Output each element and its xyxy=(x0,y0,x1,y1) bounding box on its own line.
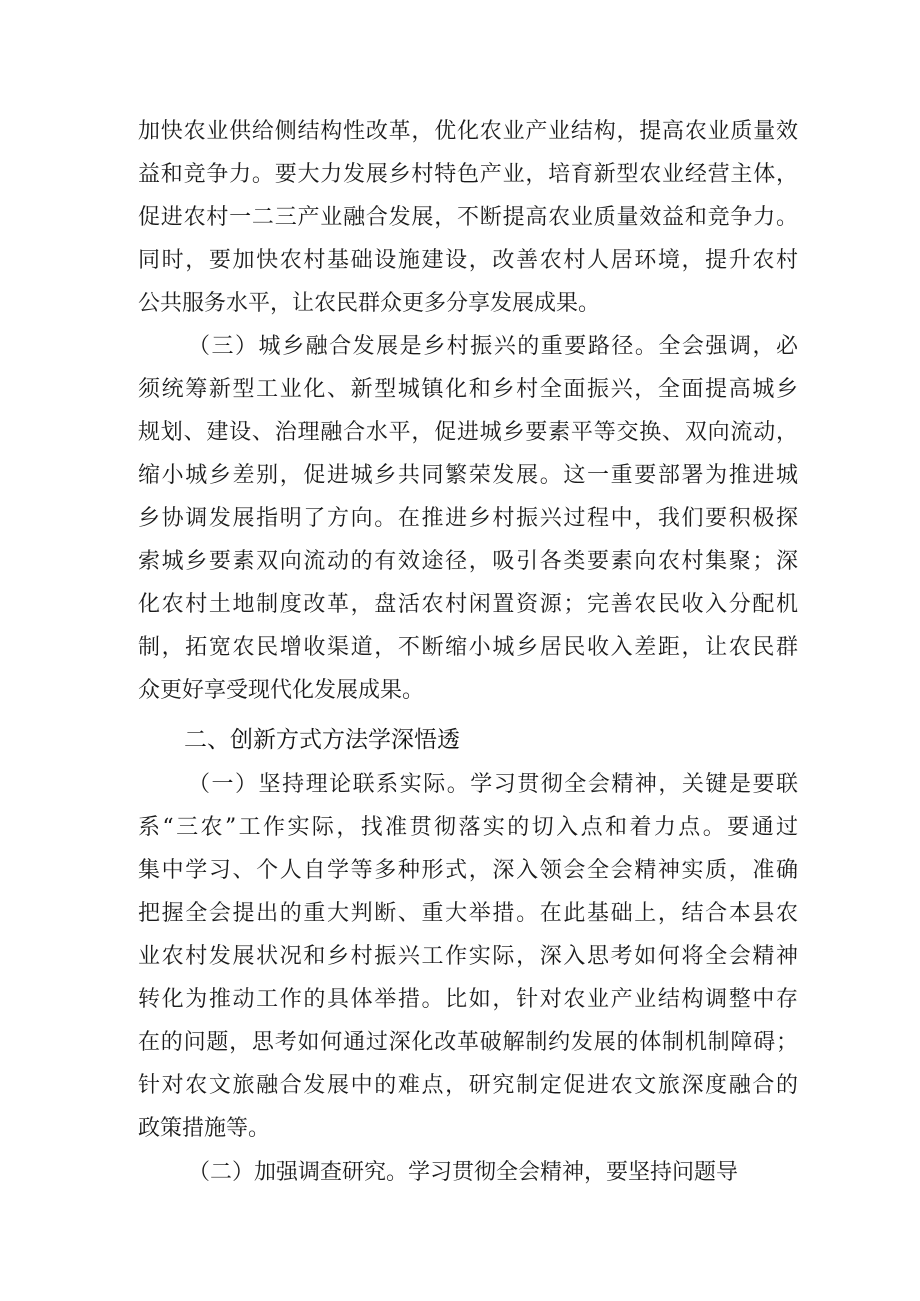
section-heading: 二、创新方式方法学深悟透 xyxy=(184,727,460,753)
paragraph-3-line-7: 在的问题，思考如何通过深化改革破解制约发展的体制机制障碍； xyxy=(138,1030,798,1055)
paragraph-3-line-6: 转化为推动工作的具体举措。比如，针对农业产业结构调整中存 xyxy=(138,987,798,1012)
paragraph-2-line-7: 化农村土地制度改革，盘活农村闲置资源；完善农民收入分配机 xyxy=(138,592,798,617)
paragraph-2-line-4: 缩小城乡差别，促进城乡共同繁荣发展。这一重要部署为推进城 xyxy=(138,463,798,488)
paragraph-1-line-2: 益和竞争力。要大力发展乡村特色产业，培育新型农业经营主体， xyxy=(138,162,798,187)
paragraph-1-line-4: 同时，要加快农村基础设施建设，改善农村人居环境，提升农村 xyxy=(138,248,798,273)
paragraph-3-line-8: 针对农文旅融合发展中的难点，研究制定促进农文旅深度融合的 xyxy=(138,1073,798,1098)
paragraph-2-line-3: 规划、建设、治理融合水平，促进城乡要素平等交换、双向流动， xyxy=(138,420,798,445)
paragraph-2-line-2: 须统筹新型工业化、新型城镇化和乡村全面振兴，全面提高城乡 xyxy=(138,377,798,402)
paragraph-1-line-1: 加快农业供给侧结构性改革，优化农业产业结构，提高农业质量效 xyxy=(138,119,798,144)
paragraph-3-line-9: 政策措施等。 xyxy=(138,1116,271,1141)
paragraph-4-line-1: （二）加强调查研究。学习贯彻全会精神，要坚持问题导 xyxy=(188,1160,739,1185)
paragraph-1-line-5: 公共服务水平，让农民群众更多分享发展成果。 xyxy=(138,291,601,316)
paragraph-3-line-5: 业农村发展状况和乡村振兴工作实际，深入思考如何将全会精神 xyxy=(138,944,798,969)
paragraph-2-line-6: 索城乡要素双向流动的有效途径，吸引各类要素向农村集聚；深 xyxy=(138,549,798,574)
paragraph-1-line-3: 促进农村一二三产业融合发展，不断提高农业质量效益和竞争力。 xyxy=(138,205,798,230)
paragraph-2-line-5: 乡协调发展指明了方向。在推进乡村振兴过程中，我们要积极探 xyxy=(138,506,798,531)
paragraph-3-line-2: 系“三农”工作实际，找准贯彻落实的切入点和着力点。要通过 xyxy=(138,815,798,840)
paragraph-3-line-3: 集中学习、个人自学等多种形式，深入领会全会精神实质，准确 xyxy=(138,858,798,883)
paragraph-3-line-1: （一）坚持理论联系实际。学习贯彻全会精神，关键是要联 xyxy=(188,772,798,797)
paragraph-2-line-8: 制，拓宽农民增收渠道，不断缩小城乡居民收入差距，让农民群 xyxy=(138,635,798,660)
paragraph-2-line-1: （三）城乡融合发展是乡村振兴的重要路径。全会强调，必 xyxy=(188,334,798,359)
paragraph-3-line-4: 把握全会提出的重大判断、重大举措。在此基础上，结合本县农 xyxy=(138,901,798,926)
paragraph-2-line-9: 众更好享受现代化发展成果。 xyxy=(138,678,425,703)
